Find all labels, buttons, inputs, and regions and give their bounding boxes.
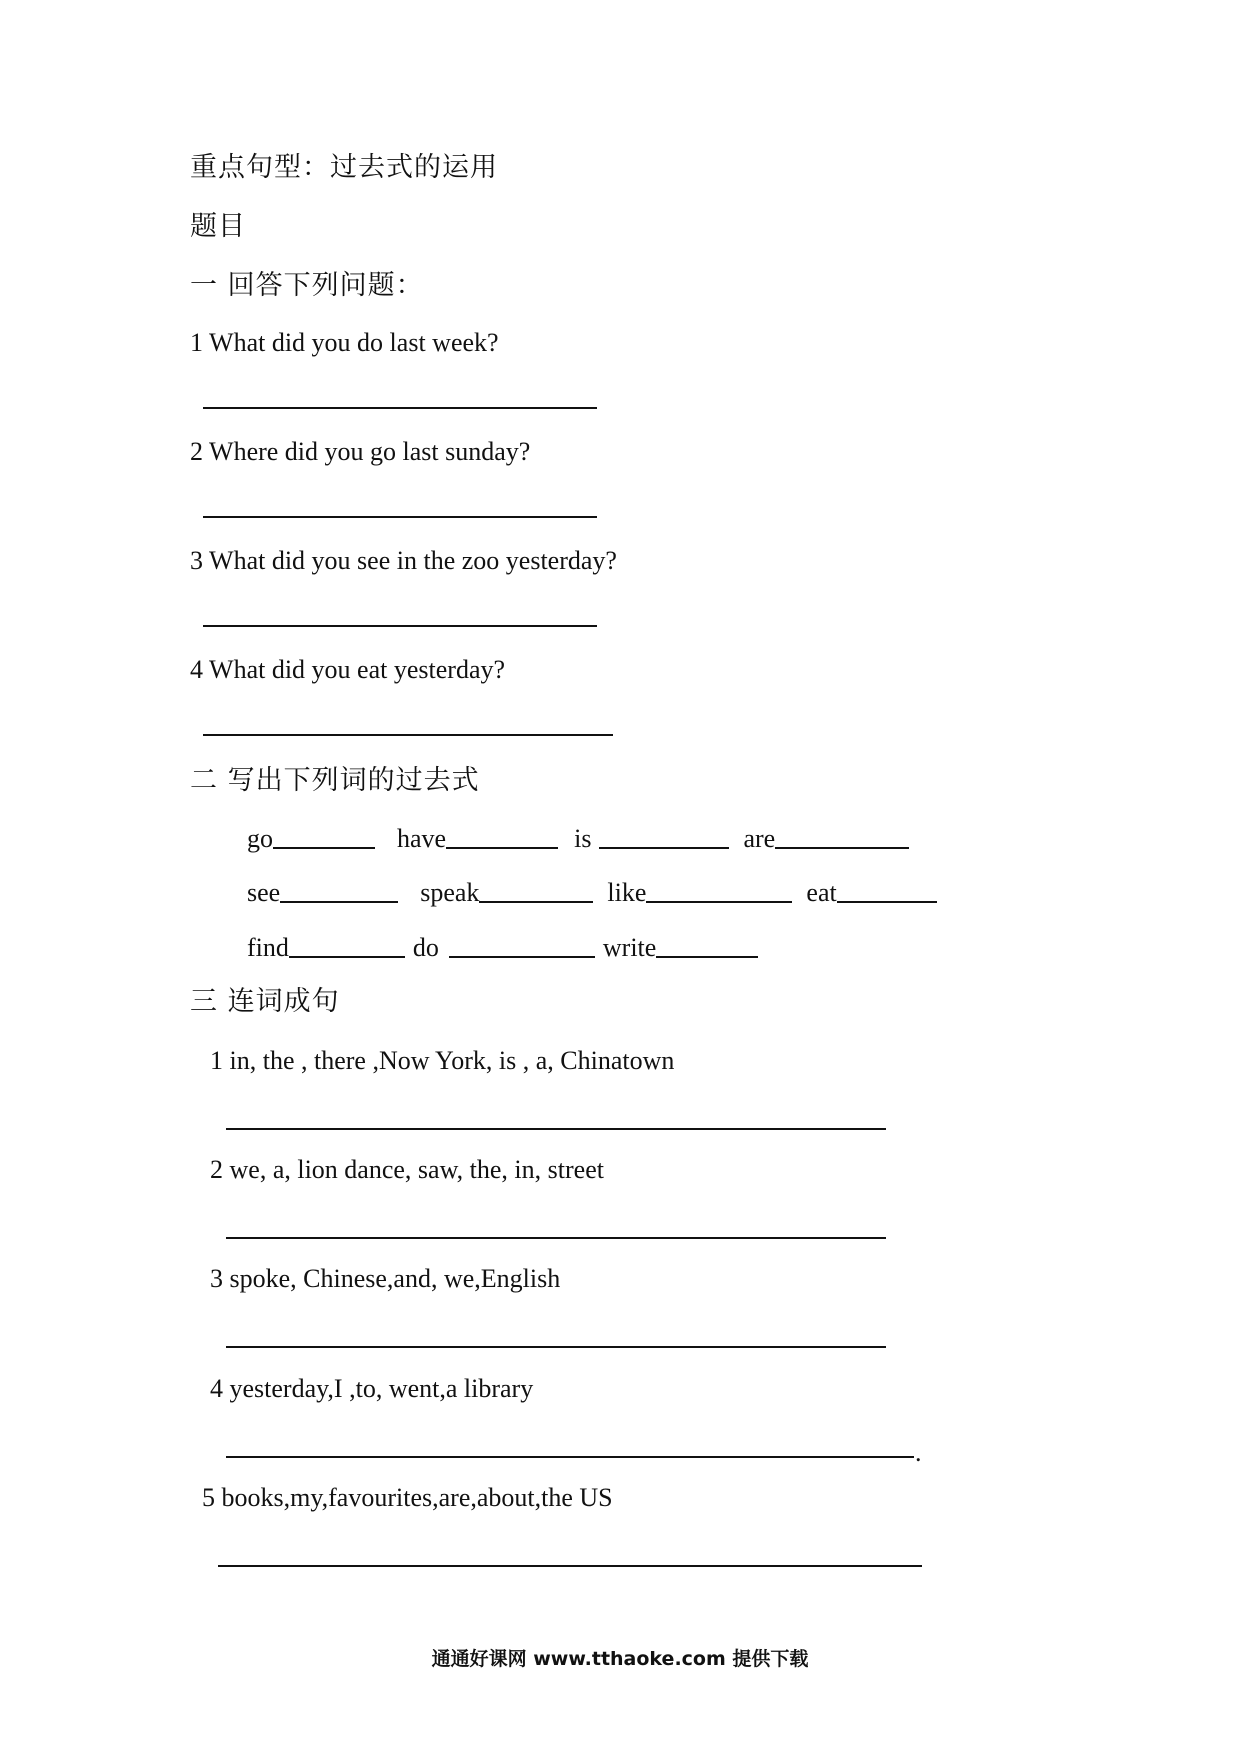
sentence-item-4: 4 yesterday,I ,to, went,a library (210, 1374, 534, 1403)
word-write: write (602, 933, 657, 962)
blank-eat[interactable] (837, 901, 937, 903)
blank-go[interactable] (273, 847, 375, 849)
answer-line-1[interactable] (203, 407, 597, 409)
sentence-line-2[interactable] (226, 1237, 886, 1239)
blank-do[interactable] (449, 956, 595, 958)
section-1-title: 一 回答下列问题： (190, 270, 424, 301)
word-do: do (412, 933, 439, 962)
blank-is[interactable] (599, 847, 729, 849)
worksheet-heading: 重点句型：过去式的运用 (190, 152, 498, 183)
sentence-item-2: 2 we, a, lion dance, saw, the, in, street (210, 1155, 604, 1184)
worksheet-subheading: 题目 (190, 211, 246, 242)
sentence-line-5[interactable] (218, 1565, 922, 1567)
answer-line-2[interactable] (203, 516, 597, 518)
blank-speak[interactable] (479, 901, 593, 903)
blank-find[interactable] (289, 956, 405, 958)
question-3: 3 What did you see in the zoo yesterday? (190, 546, 617, 575)
question-1: 1 What did you do last week? (190, 328, 499, 357)
blank-see[interactable] (280, 901, 398, 903)
section-3-title: 三 连词成句 (190, 986, 340, 1017)
sentence-item-5: 5 books,my,favourites,are,about,the US (202, 1483, 613, 1512)
word-row-1 (247, 820, 909, 854)
word-go: go (247, 824, 273, 853)
section-2-title: 二 写出下列词的过去式 (190, 765, 480, 796)
word-is: is (574, 824, 592, 853)
word-eat: eat (806, 878, 837, 907)
sentence-item-3: 3 spoke, Chinese,and, we,English (210, 1264, 561, 1293)
word-are: are (743, 824, 776, 853)
word-speak: speak (420, 878, 480, 907)
blank-have[interactable] (446, 847, 558, 849)
blank-write[interactable] (656, 956, 758, 958)
sentence-line-1[interactable] (226, 1128, 886, 1130)
sentence-line-4[interactable] (226, 1456, 914, 1458)
question-4: 4 What did you eat yesterday? (190, 655, 506, 684)
word-have: have (397, 824, 447, 853)
sentence-item-1: 1 in, the , there ,Now York, is , a, Chinatown (210, 1046, 675, 1075)
question-2: 2 Where did you go last sunday? (190, 437, 531, 466)
word-like: like (607, 878, 647, 907)
word-row-2 (247, 874, 937, 908)
blank-like[interactable] (646, 901, 792, 903)
word-row-3 (247, 929, 758, 963)
answer-line-3[interactable] (203, 625, 597, 627)
footer-credit: 通通好课网 www.tthaoke.com 提供下载 (431, 1648, 809, 1670)
answer-line-4[interactable] (203, 734, 613, 736)
word-find: find (247, 933, 289, 962)
sentence-4-period: . (915, 1438, 922, 1467)
sentence-line-3[interactable] (226, 1346, 886, 1348)
word-see: see (247, 878, 281, 907)
blank-are[interactable] (775, 847, 909, 849)
